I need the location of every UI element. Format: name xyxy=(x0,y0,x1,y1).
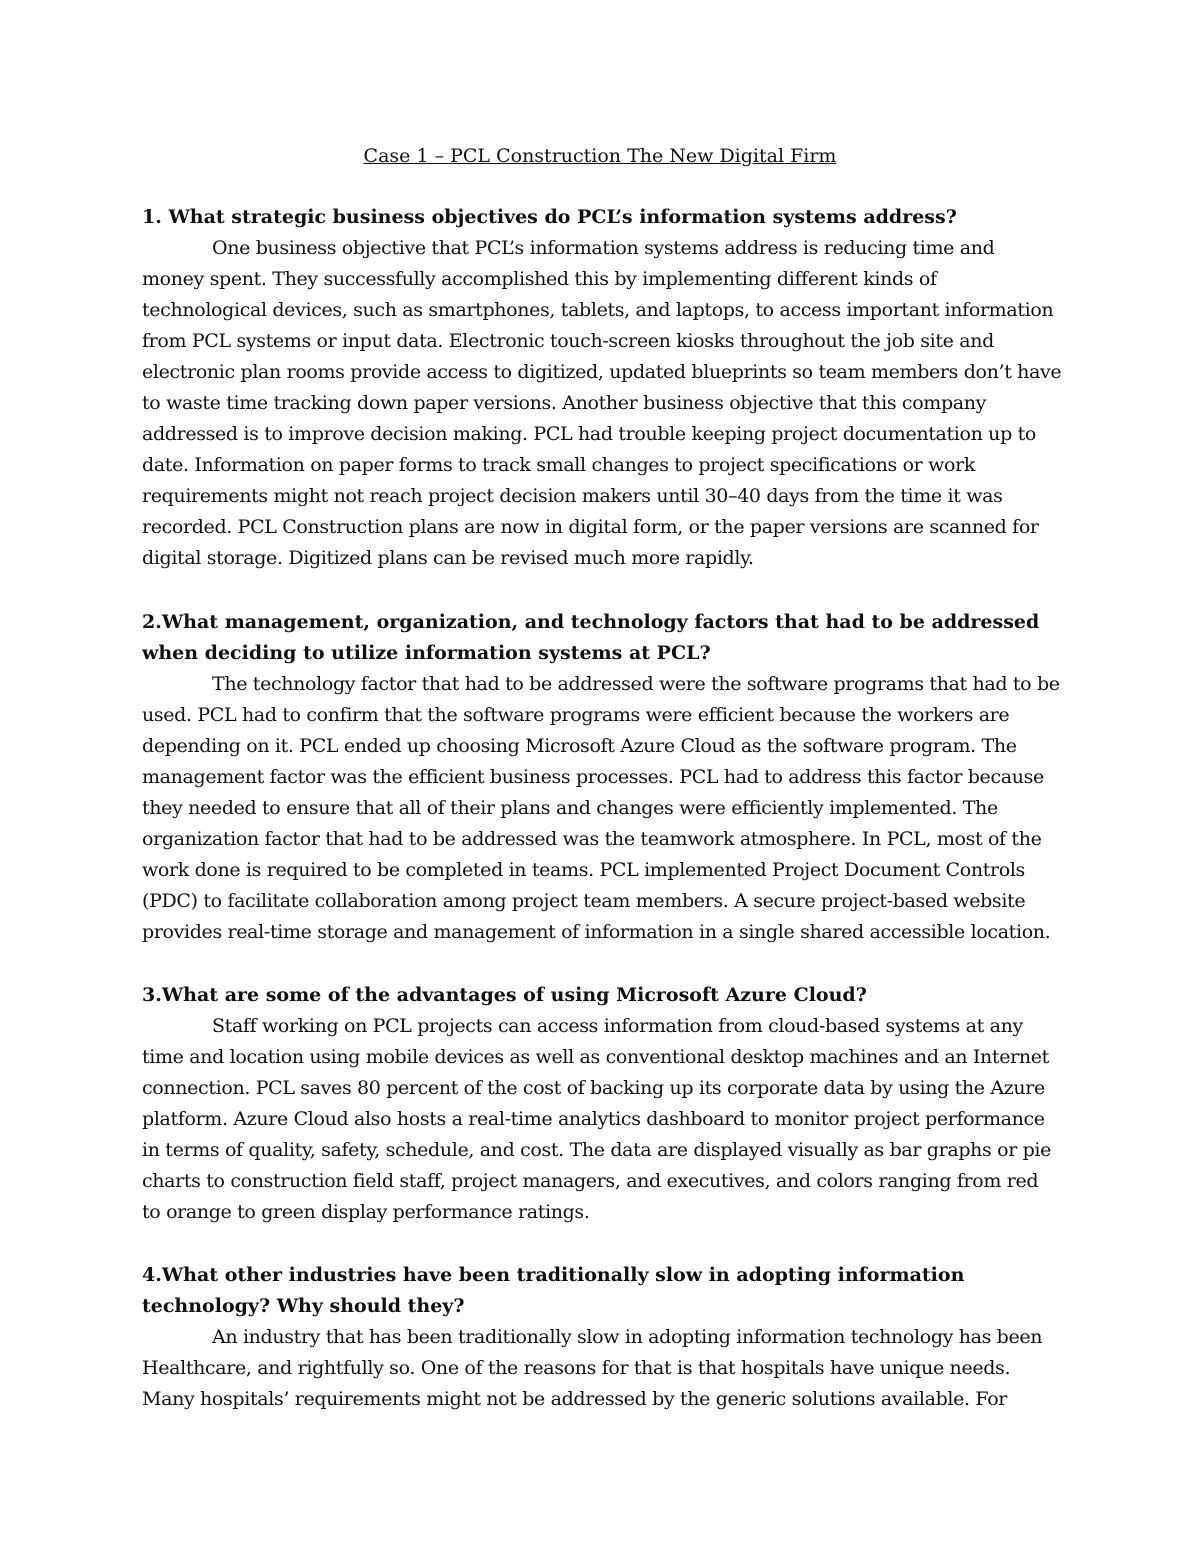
section-3 xyxy=(142,980,1062,1228)
document-title: Case 1 – PCL Construction The New Digital Firm xyxy=(363,145,837,167)
question-1: 1. What strategic business objectives do PCL’s information systems address? xyxy=(142,206,957,228)
question-4: 4.What other industries have been traditionally slow in adopting information technology? Why should they? xyxy=(142,1264,965,1317)
answer-3: Staff working on PCL projects can access information from cloud-based systems at any time and location using mobile devices as well as conventional desktop machines and an Internet connection. PCL saves 80 percent of the cost of backing up its corporate data by using the Azure platform. Azure Cloud also hosts a real-time analytics dashboard to monitor project performance in terms of quality, safety, schedule, and cost. The data are displayed visually as bar graphs or pie charts to construction field staff, project managers, and executives, and colors ranging from red to orange to green display performance ratings. xyxy=(142,1015,1052,1223)
question-3: 3.What are some of the advantages of using Microsoft Azure Cloud? xyxy=(142,984,867,1006)
section-4 xyxy=(142,1260,1062,1415)
section-2 xyxy=(142,607,1062,948)
answer-4: An industry that has been traditionally slow in adopting information technology has been Healthcare, and rightfully so. One of the reasons for that is that hospitals have unique needs. Many hospitals’ requirements might not be addressed by the generic solutions available. For xyxy=(142,1326,1043,1410)
section-1 xyxy=(142,202,1062,574)
answer-1: One business objective that PCL’s information systems address is reducing time and money spent. They successfully accomplished this by implementing different kinds of technological devices, such as smartphones, tablets, and laptops, to access important information from PCL systems or input data. Electronic touch-screen kiosks throughout the job site and electronic plan rooms provide access to digitized, updated blueprints so team members don’t have to waste time tracking down paper versions. Another business objective that this company addressed is to improve decision making. PCL had trouble keeping project documentation up to date. Information on paper forms to track small changes to project specifications or work requirements might not reach project decision makers until 30–40 days from the time it was recorded. PCL Construction plans are now in digital form, or the paper versions are scanned for digital storage. Digitized plans can be revised much more rapidly. xyxy=(142,237,1062,569)
answer-2: The technology factor that had to be addressed were the software programs that had to be used. PCL had to confirm that the software programs were efficient because the workers are depending on it. PCL ended up choosing Microsoft Azure Cloud as the software program. The management factor was the efficient business processes. PCL had to address this factor because they needed to ensure that all of their plans and changes were efficiently implemented. The organization factor that had to be addressed was the teamwork atmosphere. In PCL, most of the work done is required to be completed in teams. PCL implemented Project Document Controls (PDC) to facilitate collaboration among project team members. A secure project-based website provides real-time storage and management of information in a single shared accessible location. xyxy=(142,673,1060,943)
question-2: 2.What management, organization, and technology factors that had to be addressed when deciding to utilize information systems at PCL? xyxy=(142,611,1040,664)
